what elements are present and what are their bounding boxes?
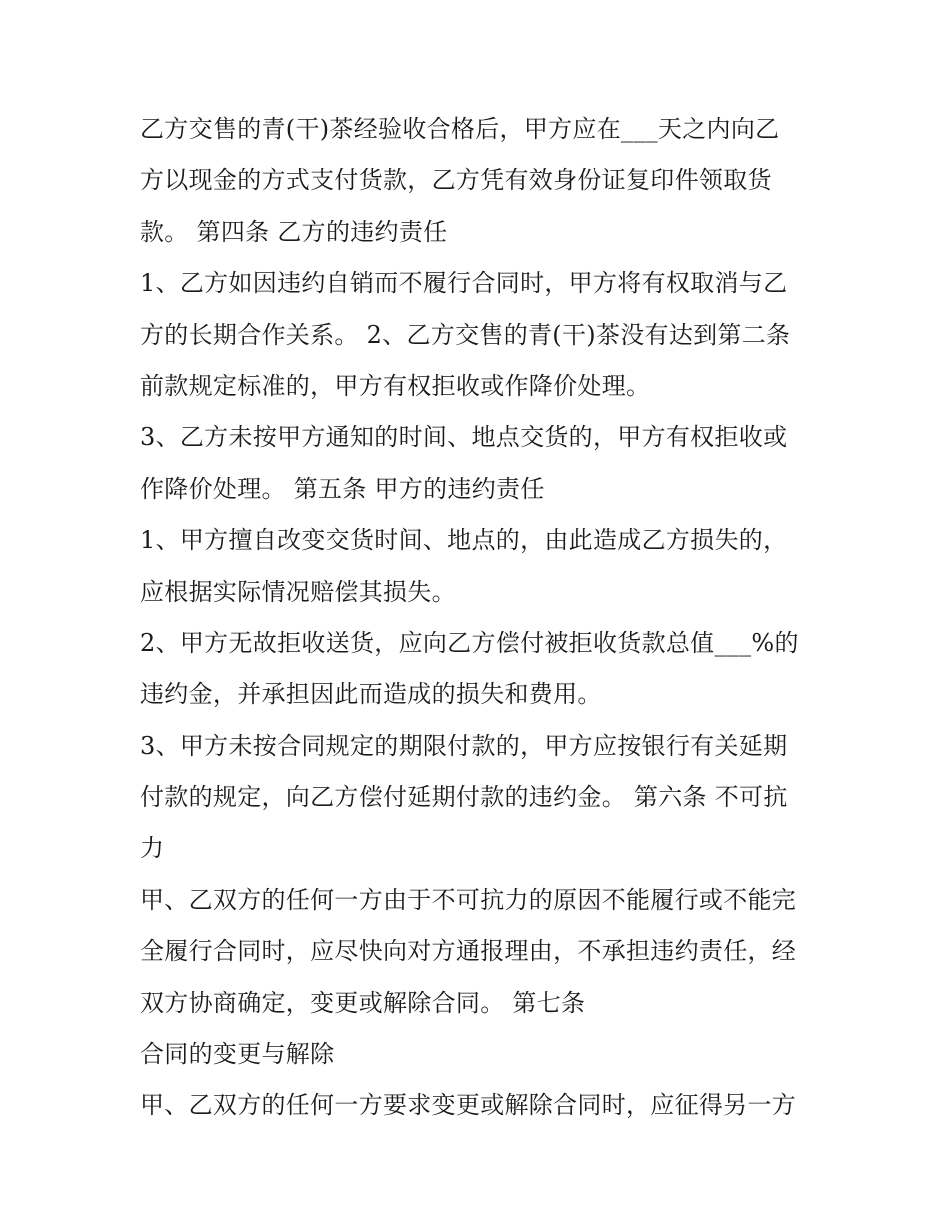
text-line: 2、甲方无故拒收送货，应向乙方偿付被拒收货款总值___%的: [140, 628, 799, 657]
text-line: 3、乙方未按甲方通知的时间、地点交货的，甲方有权拒收或: [140, 423, 788, 452]
text-line: 甲、乙双方的任何一方由于不可抗力的原因不能履行或不能完: [140, 885, 797, 914]
text-line: 违约金，并承担因此而造成的损失和费用。: [140, 680, 602, 709]
text-line: 1、甲方擅自改变交货时间、地点的，由此造成乙方损失的，: [140, 526, 788, 555]
text-line: 全履行合同时，应尽快向对方通报理由，不承担违约责任，经: [140, 937, 797, 966]
text-line: 付款的规定，向乙方偿付延期付款的违约金。 第六条 不可抗: [140, 783, 788, 812]
document-body: [140, 104, 830, 1132]
text-line: 乙方交售的青(干)茶经验收合格后，甲方应在___天之内向乙: [140, 115, 780, 143]
text-line: 方的长期合作关系。 2、乙方交售的青(干)茶没有达到第二条: [140, 320, 791, 349]
text-line: 款。 第四条 乙方的违约责任: [140, 217, 448, 246]
text-line: 力: [140, 834, 165, 863]
text-line: 合同的变更与解除: [140, 1040, 335, 1069]
text-line: 作降价处理。 第五条 甲方的违约责任: [140, 474, 545, 503]
text-line: 1、乙方如因违约自销而不履行合同时，甲方将有权取消与乙: [140, 269, 788, 298]
text-line: 前款规定标准的，甲方有权拒收或作降价处理。: [140, 371, 651, 400]
text-line: 应根据实际情况赔偿其损失。: [140, 577, 456, 606]
text-line: 双方协商确定，变更或解除合同。 第七条: [140, 988, 586, 1017]
text-line: 3、甲方未按合同规定的期限付款的，甲方应按银行有关延期: [140, 731, 788, 760]
text-line: 甲、乙双方的任何一方要求变更或解除合同时，应征得另一方: [140, 1091, 797, 1120]
text-line: 方以现金的方式支付货款，乙方凭有效身份证复印件领取货: [140, 166, 772, 195]
